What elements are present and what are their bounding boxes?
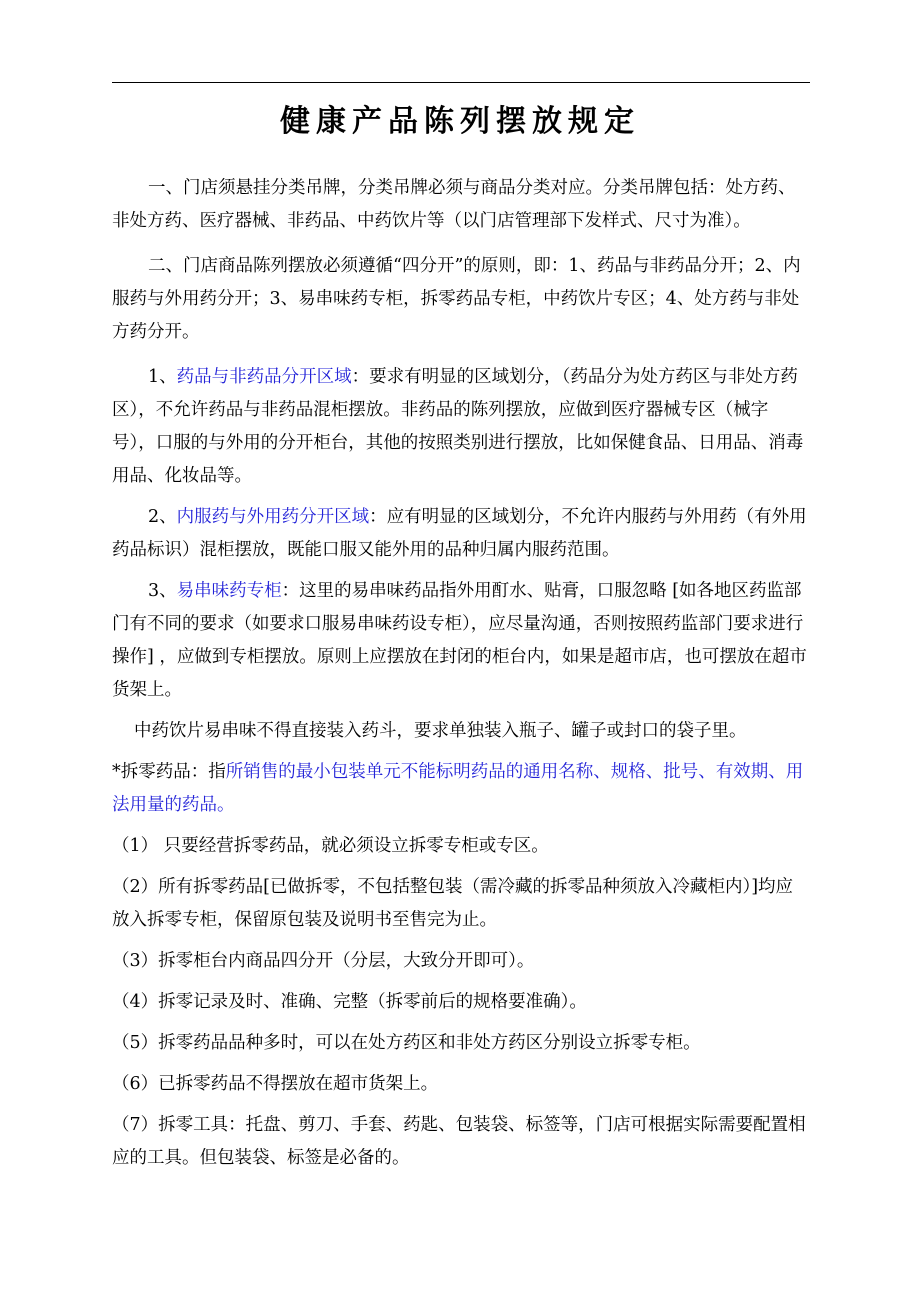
list-item: （5）拆零药品品种多时，可以在处方药区和非处方药区分别设立拆零专柜。	[112, 1033, 701, 1053]
document-body	[112, 172, 810, 1183]
section-number: 2、	[148, 507, 177, 527]
section-odor-cabinet	[112, 575, 810, 707]
section-text: ：应有明显的区域划分，不允许内服药与外用药（有外用药品标识）混柜摆放，既能口服又能外用的品种归属内服药范围。	[112, 507, 807, 560]
page-title: 健康产品陈列摆放规定	[280, 104, 640, 139]
list-item: （6）已拆零药品不得摆放在超市货架上。	[112, 1074, 439, 1094]
section-number: 1、	[148, 367, 177, 387]
section-internal-external	[112, 501, 810, 567]
list-item: （2）所有拆零药品[已做拆零，不包括整包装（需冷藏的拆零品种须放入冷藏柜内）]均应放入拆零专柜，保留原包装及说明书至售完为止。	[112, 877, 794, 930]
list-item: （1） 只要经营拆零药品，就必须设立拆零专柜或专区。	[112, 836, 549, 856]
section-drug-nondrug	[112, 361, 810, 493]
list-item: （7）拆零工具：托盘、剪刀、手套、药匙、包装袋、标签等，门店可根据实际需要配置相应的工具。但包装袋、标签是必备的。	[112, 1115, 806, 1168]
paragraph-four-separations: 二、门店商品陈列摆放必须遵循“四分开”的原则，即：1、药品与非药品分开；2、内服药与外用药分开；3、易串味药专柜，拆零药品专柜，中药饮片专区；4、处方药与非处方药分开。	[112, 256, 801, 342]
section-number: 3、	[148, 581, 177, 601]
section-heading: 药品与非药品分开区域	[176, 367, 352, 387]
list-item: （4）拆零记录及时、准确、完整（拆零前后的规格要准确）。	[112, 992, 587, 1012]
list-item: （3）拆零柜台内商品四分开（分层，大致分开即可）。	[112, 951, 535, 971]
definition-text: 所销售的最小包装单元不能标明药品的通用名称、规格、批号、有效期、用法用量的药品。	[112, 762, 804, 815]
paragraph-signage: 一、门店须悬挂分类吊牌，分类吊牌必须与商品分类对应。分类吊牌包括：处方药、非处方药、医疗器械、非药品、中药饮片等（以门店管理部下发样式、尺寸为准）。	[112, 178, 796, 231]
definition-lead: *拆零药品：指	[112, 762, 226, 782]
section-text: ：要求有明显的区域划分，（药品分为处方药区与非处方药区），不允许药品与非药品混柜摆放。非药品的陈列摆放，应做到医疗器械专区（械字号），口服的与外用的分开柜台，其他的按照类别进行摆放，比如保健食品、日用品、消毒用品、化妆品等。	[112, 367, 804, 486]
section-heading: 易串味药专柜	[176, 581, 282, 601]
section-heading: 内服药与外用药分开区域	[176, 507, 370, 527]
herbal-note: 中药饮片易串味不得直接装入药斗，要求单独装入瓶子、罐子或封口的袋子里。	[134, 721, 747, 741]
header-rule	[112, 82, 810, 83]
split-drug-definition	[112, 756, 810, 822]
section-text: ：这里的易串味药品指外用酊水、贴膏，口服忽略 [如各地区药监部门有不同的要求（如要求口服易串味药设专柜），应尽量沟通，否则按照药监部门要求进行操作] ，应做到专柜摆放。原则上应摆放在封闭的柜台内，如果是超市店，也可摆放在超市货架上。	[112, 581, 807, 700]
